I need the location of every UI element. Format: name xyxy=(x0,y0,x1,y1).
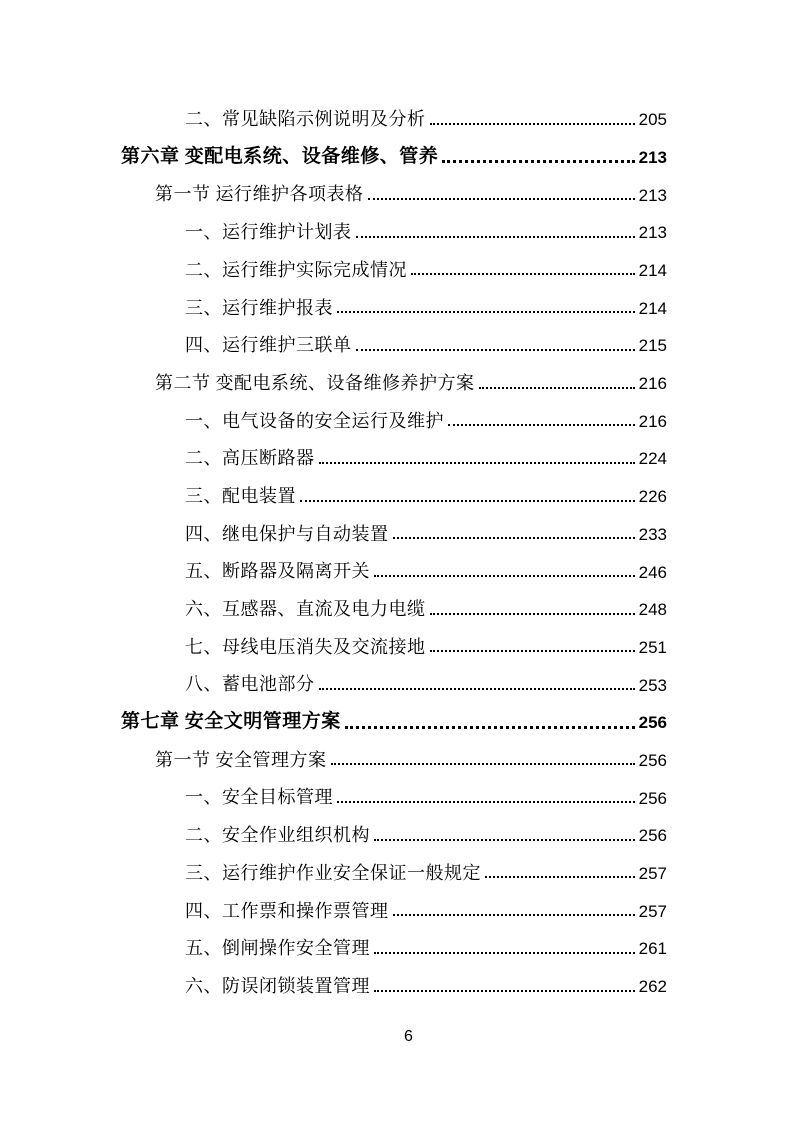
toc-entry-page: 224 xyxy=(638,449,667,469)
dot-leader xyxy=(374,575,635,577)
toc-entry[interactable] xyxy=(121,696,667,734)
dot-leader xyxy=(393,914,635,916)
toc-entry-page: 226 xyxy=(638,487,667,507)
dot-leader xyxy=(319,688,635,690)
toc-entry-title: 三、配电装置 xyxy=(185,485,296,506)
toc-entry[interactable] xyxy=(121,93,667,131)
dot-leader xyxy=(337,801,635,803)
toc-entry-title: 第七章 安全文明管理方案 xyxy=(121,710,341,732)
toc-entry-page: 215 xyxy=(638,336,667,356)
toc-entry-title: 一、运行维护计划表 xyxy=(185,222,352,243)
toc-entry-title: 四、运行维护三联单 xyxy=(185,335,352,356)
toc-entry-page: 248 xyxy=(638,600,667,620)
toc-entry-title: 六、防误闭锁装置管理 xyxy=(185,975,370,996)
toc-entry-title: 四、继电保护与自动装置 xyxy=(185,523,389,544)
dot-leader xyxy=(479,387,635,389)
dot-leader xyxy=(448,424,635,426)
toc-entry[interactable] xyxy=(121,432,667,470)
toc-entry-title: 第一节 安全管理方案 xyxy=(155,749,327,770)
toc-entry-title: 二、常见缺陷示例说明及分析 xyxy=(185,109,426,130)
dot-leader xyxy=(300,500,635,502)
toc-entry[interactable] xyxy=(121,847,667,885)
toc-entry[interactable] xyxy=(121,658,667,696)
dot-leader xyxy=(356,236,635,238)
toc-entry-page: 246 xyxy=(638,562,667,582)
toc-entry-page: 256 xyxy=(638,750,667,770)
toc-entry-title: 二、高压断路器 xyxy=(185,448,315,469)
toc-entry[interactable] xyxy=(121,319,667,357)
dot-leader xyxy=(393,537,635,539)
toc-entry[interactable] xyxy=(121,131,667,169)
toc-entry[interactable] xyxy=(121,357,667,395)
toc-entry-page: 256 xyxy=(638,788,667,808)
dot-leader xyxy=(374,839,635,841)
dot-leader xyxy=(345,726,635,729)
footer-page-number: 6 xyxy=(404,1028,413,1045)
toc-entry-title: 二、安全作业组织机构 xyxy=(185,825,370,846)
toc-entry[interactable] xyxy=(121,771,667,809)
toc-entry-title: 四、工作票和操作票管理 xyxy=(185,900,389,921)
toc-entry-title: 三、运行维护报表 xyxy=(185,297,333,318)
dot-leader xyxy=(430,123,635,125)
toc-entry-page: 253 xyxy=(638,675,667,695)
toc-entry[interactable] xyxy=(121,734,667,772)
dot-leader xyxy=(374,952,635,954)
toc-entry[interactable] xyxy=(121,884,667,922)
toc-entry[interactable] xyxy=(121,244,667,282)
toc-entry-title: 一、电气设备的安全运行及维护 xyxy=(185,410,444,431)
toc-entry-page: 261 xyxy=(638,939,667,959)
toc-entry[interactable] xyxy=(121,809,667,847)
dot-leader xyxy=(411,273,635,275)
toc-entry[interactable] xyxy=(121,508,667,546)
toc-entry-page: 213 xyxy=(638,185,667,205)
toc-entry-page: 257 xyxy=(638,864,667,884)
dot-leader xyxy=(485,876,635,878)
dot-leader xyxy=(430,650,635,652)
toc-entry-page: 256 xyxy=(638,826,667,846)
toc-entry-page: 213 xyxy=(638,223,667,243)
toc-entry[interactable] xyxy=(121,621,667,659)
toc-entry-page: 233 xyxy=(638,524,667,544)
dot-leader xyxy=(430,613,635,615)
toc-entry-title: 七、母线电压消失及交流接地 xyxy=(185,636,426,657)
toc-entry-title: 八、蓄电池部分 xyxy=(185,674,315,695)
toc-entry-title: 一、安全目标管理 xyxy=(185,787,333,808)
toc-entry[interactable] xyxy=(121,470,667,508)
toc-entry-title: 第二节 变配电系统、设备维修养护方案 xyxy=(155,372,475,393)
dot-leader xyxy=(356,349,635,351)
toc-entry[interactable] xyxy=(121,922,667,960)
toc-entry[interactable] xyxy=(121,583,667,621)
toc-entry-page: 216 xyxy=(638,374,667,394)
toc-entry[interactable] xyxy=(121,206,667,244)
dot-leader xyxy=(374,990,635,992)
toc-entry[interactable] xyxy=(121,395,667,433)
toc-entry-page: 256 xyxy=(638,713,667,733)
toc-entry-page: 251 xyxy=(638,637,667,657)
toc-entry-title: 五、倒闸操作安全管理 xyxy=(185,938,370,959)
toc-entry-title: 六、互感器、直流及电力电缆 xyxy=(185,599,426,620)
toc-entry[interactable] xyxy=(121,281,667,319)
toc-entry-title: 三、运行维护作业安全保证一般规定 xyxy=(185,862,481,883)
toc-entry-title: 第六章 变配电系统、设备维修、管养 xyxy=(121,145,439,167)
toc-entry[interactable] xyxy=(121,960,667,998)
toc-entry-title: 五、断路器及隔离开关 xyxy=(185,561,370,582)
toc-entry-page: 214 xyxy=(638,261,667,281)
toc-entry[interactable] xyxy=(121,545,667,583)
toc-entry-title: 第一节 运行维护各项表格 xyxy=(155,184,364,205)
toc-entry-page: 257 xyxy=(638,901,667,921)
dot-leader xyxy=(337,311,635,313)
toc-entry-page: 213 xyxy=(638,147,667,167)
dot-leader xyxy=(319,462,635,464)
toc-entry-page: 262 xyxy=(638,977,667,997)
toc-entry-page: 214 xyxy=(638,298,667,318)
dot-leader xyxy=(331,763,635,765)
dot-leader xyxy=(368,198,635,200)
toc-entry-page: 205 xyxy=(638,110,667,130)
dot-leader xyxy=(442,160,634,163)
toc-entry-page: 216 xyxy=(638,411,667,431)
table-of-contents xyxy=(121,93,667,998)
toc-entry[interactable] xyxy=(121,168,667,206)
toc-entry-title: 二、运行维护实际完成情况 xyxy=(185,259,407,280)
